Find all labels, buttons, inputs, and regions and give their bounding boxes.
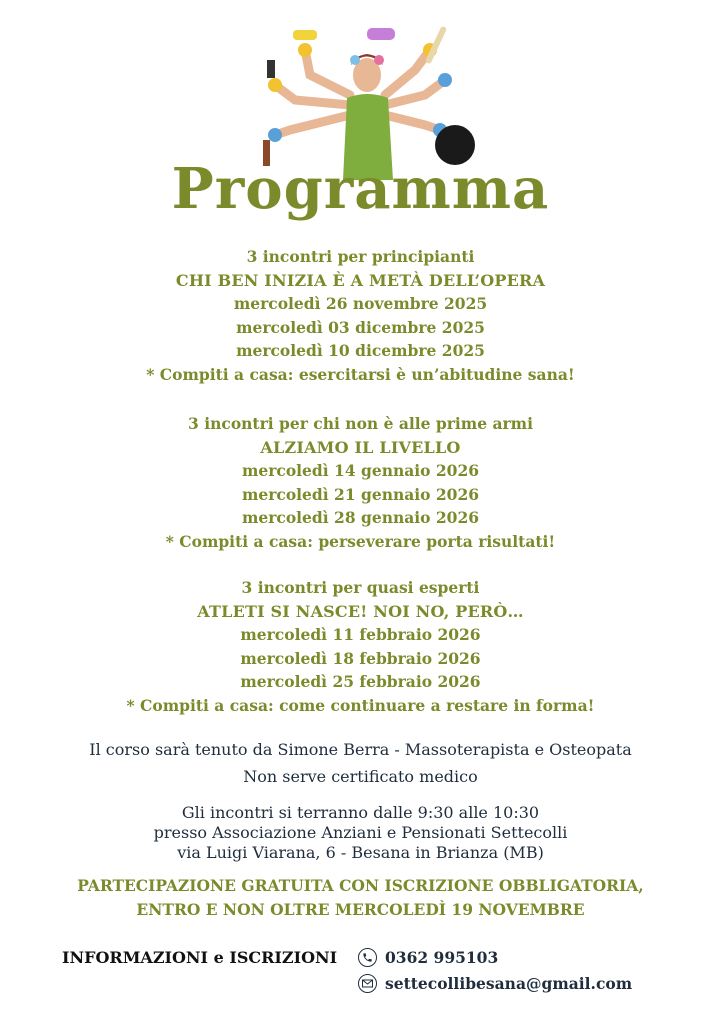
registration-line: ENTRO E NON OLTRE MERCOLEDÌ 19 NOVEMBRE (136, 900, 585, 919)
certificate-note: Non serve certificato medico (243, 767, 478, 786)
address-line: via Luigi Viarana, 6 - Besana in Brianza (MB) (177, 843, 544, 862)
section-intro: 3 incontri per quasi esperti (241, 578, 480, 597)
section-intro: 3 incontri per chi non è alle prime armi (188, 414, 533, 433)
section-heading: ATLETI SI NASCE! NOI NO, PERÒ… (197, 601, 524, 621)
phone-number: 0362 995103 (385, 948, 499, 967)
session-date: mercoledì 14 gennaio 2026 (241, 461, 480, 481)
section-homework: * Compiti a casa: come continuare a restare in forma! (126, 695, 595, 715)
section-heading: CHI BEN INIZIA È A METÀ DELL’OPERA (175, 270, 546, 290)
contacts-label: INFORMAZIONI e ISCRIZIONI (62, 948, 338, 967)
phone-contact[interactable] (358, 948, 498, 967)
session-date: mercoledì 26 novembre 2025 (233, 294, 488, 314)
registration-line: PARTECIPAZIONE GRATUITA CON ISCRIZIONE OBBLIGATORIA, (77, 876, 644, 895)
email-address: settecollibesana@gmail.com (385, 974, 633, 993)
session-date: mercoledì 25 febbraio 2026 (240, 672, 481, 692)
section-intro: 3 incontri per principianti (246, 247, 475, 266)
section-homework: * Compiti a casa: esercitarsi è un’abitudine sana! (146, 364, 575, 384)
envelope-icon (358, 974, 377, 993)
course-section-advanced (0, 576, 721, 718)
venue-line: presso Associazione Anziani e Pensionati Settecolli (153, 823, 568, 842)
registration-notice (0, 874, 721, 922)
schedule-line: Gli incontri si terranno dalle 9:30 alle 10:30 (181, 803, 540, 822)
section-heading: ALZIAMO IL LIVELLO (260, 437, 461, 457)
session-date: mercoledì 28 gennaio 2026 (241, 508, 480, 528)
session-date: mercoledì 21 gennaio 2026 (241, 484, 480, 504)
page-title: Programma (171, 156, 550, 222)
session-date: mercoledì 10 dicembre 2025 (236, 341, 485, 361)
course-section-intermediate (0, 412, 721, 554)
instructor-line: Il corso sarà tenuto da Simone Berra - Massoterapista e Osteopata (89, 740, 632, 759)
email-contact[interactable] (358, 974, 632, 993)
session-date: mercoledì 03 dicembre 2025 (236, 317, 485, 337)
course-section-beginners (0, 245, 721, 387)
phone-icon (358, 948, 377, 967)
session-date: mercoledì 18 febbraio 2026 (240, 648, 481, 668)
session-date: mercoledì 11 febbraio 2026 (240, 625, 481, 645)
section-homework: * Compiti a casa: perseverare porta risultati! (165, 531, 556, 551)
